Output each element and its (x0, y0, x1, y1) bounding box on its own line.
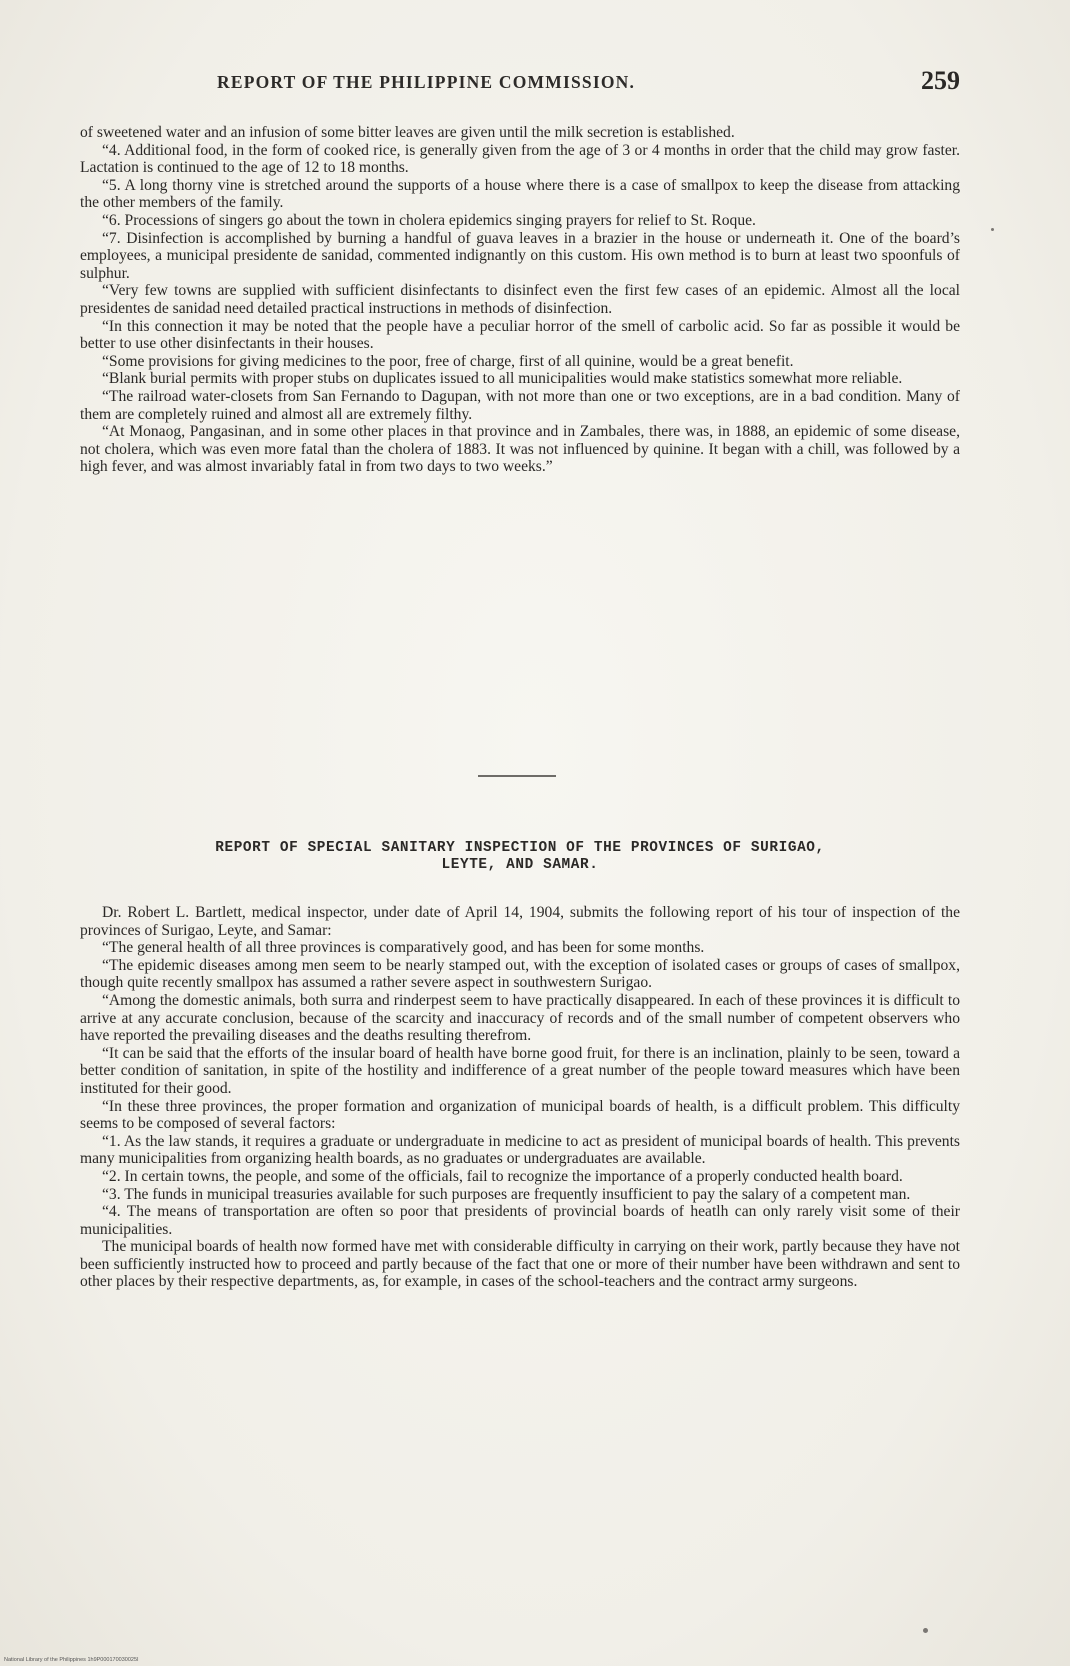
paragraph: “6. Processions of singers go about the town in cholera epidemics singing prayers for relief to St. Roque. (102, 211, 756, 229)
paragraph: of sweetened water and an infusion of some bitter leaves are given until the milk secretion is established. (80, 124, 735, 141)
paragraph: “3. The funds in municipal treasuries available for such purposes are frequently insufficient to pay the salary of a competent man. (102, 1185, 911, 1203)
paragraph: “5. A long thorny vine is stretched around the supports of a house where there is a case of smallpox to keep the disease from attacking the other members of the family. (80, 176, 960, 212)
section-title (60, 840, 980, 874)
paragraph: “2. In certain towns, the people, and some of the officials, fail to recognize the importance of a properly conducted health board. (102, 1167, 903, 1185)
page-number: 259 (921, 66, 960, 95)
paragraph: “The railroad water-closets from San Fernando to Dagupan, with not more than one or two exceptions, are in a bad condition. Many of them are completely ruined and almost all are extremely filthy. (80, 387, 960, 423)
paragraph: “The general health of all three provinces is comparatively good, and has been for some months. (102, 939, 705, 957)
paragraph: “The epidemic diseases among men seem to be nearly stamped out, with the exception of isolated cases or groups of cases of smallpox, though quite recently smallpox has assumed a rather severe aspect in southwestern Surigao. (80, 956, 960, 992)
body-text-top (80, 124, 960, 476)
section-title-line: LEYTE, AND SAMAR. (441, 857, 599, 873)
paragraph: “7. Disinfection is accomplished by burning a handful of guava leaves in a brazier in the house or underneath it. One of the board’s employees, a municipal presidente de sanidad, commented indignantly on this custom. His own method is to burn at least two spoonfuls of sulphur. (80, 229, 960, 282)
paragraph: “In this connection it may be noted that the people have a peculiar horror of the smell of carbolic acid. So far as possible it would be better to use other disinfectants in their houses. (80, 317, 960, 353)
paragraph: “1. As the law stands, it requires a graduate or undergraduate in medicine to act as president of municipal boards of health. This prevents many municipalities from organizing health boards, as no graduates or undergraduates are available. (80, 1132, 960, 1168)
paragraph: “In these three provinces, the proper formation and organization of municipal boards of health, is a difficult problem. This difficulty seems to be composed of several factors: (80, 1097, 960, 1133)
paragraph: “It can be said that the efforts of the insular board of health have borne good fruit, for there is an inclination, plainly to be seen, toward a better condition of sanitation, in spite of the hostility and indifference of a great number of the people toward measures which have been instituted for their good. (80, 1044, 960, 1097)
scan-footer-note: National Library of the Philippines 1h9P000170030025I (4, 1657, 139, 1663)
paragraph: “4. The means of transportation are often so poor that presidents of provincial boards of heatlh can only rarely visit some of their municipalities. (80, 1203, 960, 1238)
running-head: REPORT OF THE PHILIPPINE COMMISSION. (217, 72, 636, 92)
scan-speck (991, 228, 994, 231)
paragraph: “Very few towns are supplied with sufficient disinfectants to disinfect even the first few cases of an epidemic. Almost all the local presidentes de sanidad need detailed practical instructions in methods of disinfection. (80, 282, 960, 317)
paragraph: “Blank burial permits with proper stubs on duplicates issued to all municipalities would make statistics somewhat more reliable. (102, 370, 903, 388)
section-divider (478, 775, 556, 777)
paragraph: “4. Additional food, in the form of cooked rice, is generally given from the age of 3 or 4 months in order that the child may grow faster. Lactation is continued to the age of 12 to 18 months. (80, 141, 960, 177)
body-text-bottom (80, 904, 960, 1291)
paragraph: The municipal boards of health now formed have met with considerable difficulty in carrying on their work, partly because they have not been sufficiently instructed how to proceed and partly because of the fact that one or more of their number have been withdrawn and sent to other places by their respective departments, as, for example, in cases of the school-teachers and the contract army surgeons. (80, 1238, 960, 1291)
page-header (80, 66, 960, 100)
section-title-line: REPORT OF SPECIAL SANITARY INSPECTION OF THE PROVINCES OF SURIGAO, (215, 840, 825, 856)
paragraph: “Some provisions for giving medicines to the poor, free of charge, first of all quinine, would be a great benefit. (102, 352, 794, 370)
paragraph: Dr. Robert L. Bartlett, medical inspector, under date of April 14, 1904, submits the following report of his tour of inspection of the provinces of Surigao, Leyte, and Samar: (80, 904, 960, 939)
paragraph: “Among the domestic animals, both surra and rinderpest seem to have practically disappeared. In each of these provinces it is difficult to arrive at any accurate conclusion, because of the scarcity and inaccuracy of records and of the small number of competent observers who have reported the prevailing diseases and the deaths resulting therefrom. (80, 991, 960, 1045)
paragraph: “At Monaog, Pangasinan, and in some other places in that province and in Zambales, there was, in 1888, an epidemic of some disease, not cholera, which was even more fatal than the cholera of 1883. It was not influenced by quinine. It began with a chill, was followed by a high fever, and was almost invariably fatal in from two days to two weeks.” (80, 423, 960, 476)
scan-speck (923, 1628, 928, 1633)
